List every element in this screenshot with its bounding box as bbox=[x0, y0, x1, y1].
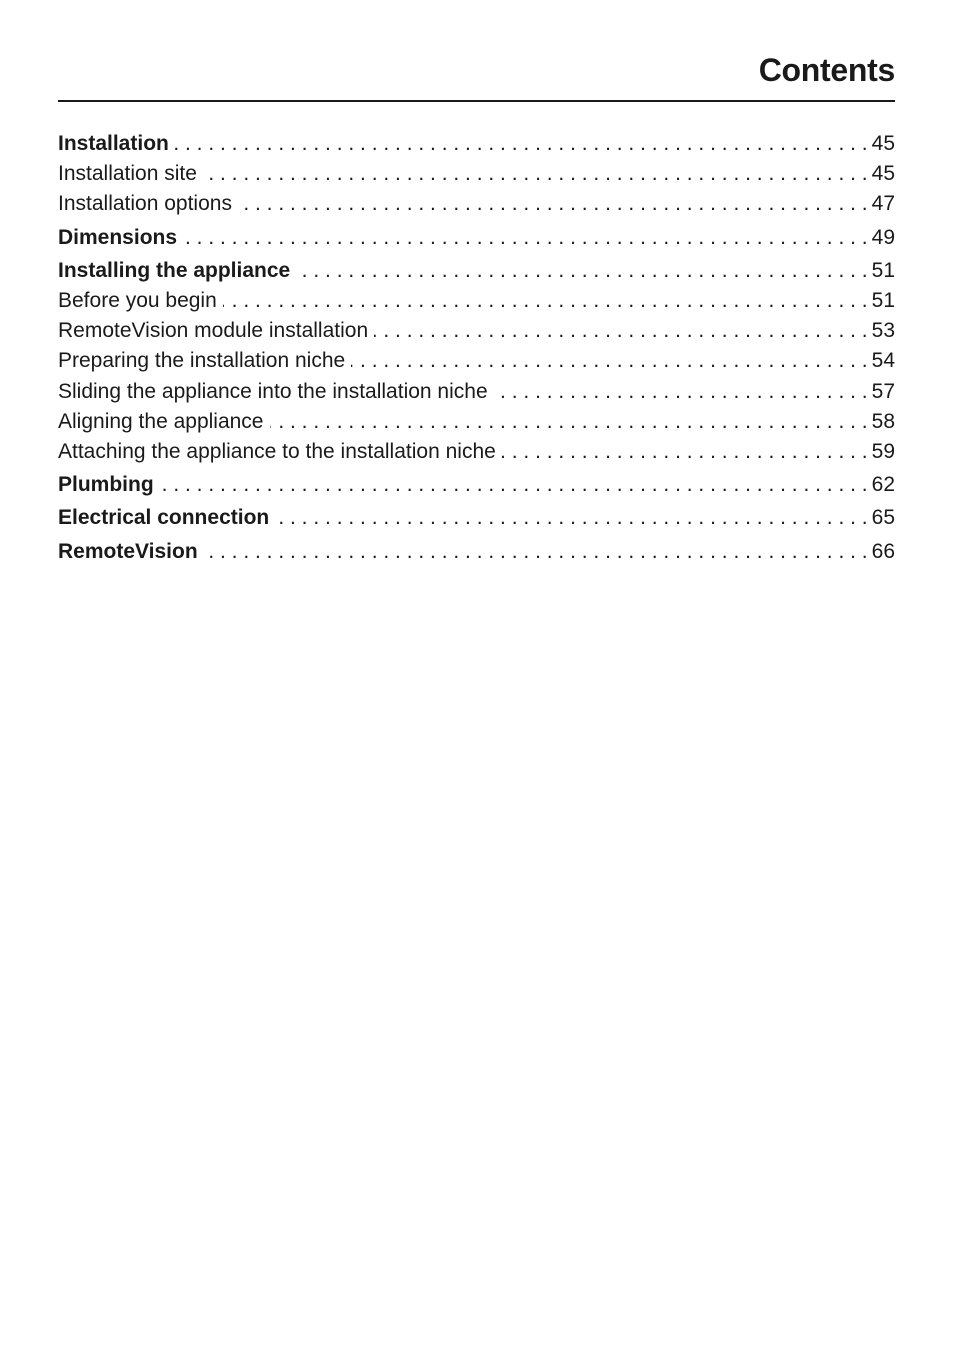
dot-leader bbox=[204, 537, 868, 567]
toc-entry-page: 51 bbox=[871, 289, 895, 313]
toc-entry-label: Installation site bbox=[58, 162, 197, 186]
toc-entry-attaching-the-appliance[interactable] bbox=[58, 437, 895, 467]
toc-entry-label: Preparing the installation niche bbox=[58, 349, 346, 373]
toc-entry-preparing-the-installation-niche[interactable] bbox=[58, 346, 895, 376]
toc-entry-label: Before you begin bbox=[58, 289, 217, 313]
toc-entry-page: 57 bbox=[871, 379, 895, 403]
toc-entry-electrical-connection[interactable] bbox=[58, 503, 895, 533]
dot-leader bbox=[183, 223, 868, 253]
toc-entry-page: 54 bbox=[871, 349, 895, 373]
toc-entry-installation-options[interactable] bbox=[58, 189, 895, 219]
toc-entry-dimensions[interactable] bbox=[58, 223, 895, 253]
toc-entry-label: Installation bbox=[58, 132, 169, 155]
toc-entry-page: 47 bbox=[871, 192, 895, 216]
toc-entry-label: RemoteVision module installation bbox=[58, 319, 369, 343]
toc-entry-page: 49 bbox=[871, 225, 895, 249]
dot-leader bbox=[494, 377, 868, 407]
toc-entry-page: 66 bbox=[871, 539, 895, 563]
toc-entry-label: Plumbing bbox=[58, 473, 154, 497]
toc-entry-page: 51 bbox=[871, 258, 895, 282]
toc-entry-page: 62 bbox=[871, 473, 895, 497]
toc-entry-label: Electrical connection bbox=[58, 506, 270, 530]
toc-entry-remotevision-module-installation[interactable] bbox=[58, 316, 895, 346]
toc-entry-plumbing[interactable] bbox=[58, 470, 895, 500]
toc-entry-installation[interactable] bbox=[58, 129, 895, 159]
toc-entry-label: Installing the appliance bbox=[58, 258, 291, 282]
dot-leader bbox=[374, 316, 868, 346]
toc-entry-installing-the-appliance[interactable] bbox=[58, 256, 895, 286]
toc-entry-label: Installation options bbox=[58, 192, 232, 216]
toc-entry-page: 45 bbox=[871, 132, 895, 155]
dot-leader bbox=[238, 189, 868, 219]
toc-entry-remotevision[interactable] bbox=[58, 537, 895, 567]
toc-entry-aligning-the-appliance[interactable] bbox=[58, 407, 895, 437]
toc-entry-installation-site[interactable] bbox=[58, 159, 895, 189]
toc-entry-before-you-begin[interactable] bbox=[58, 286, 895, 316]
dot-leader bbox=[502, 437, 868, 467]
toc-entry-page: 58 bbox=[871, 409, 895, 433]
dot-leader bbox=[270, 407, 868, 437]
toc-entry-label: RemoteVision bbox=[58, 539, 198, 563]
toc-entry-page: 65 bbox=[871, 506, 895, 530]
toc-entry-page: 59 bbox=[871, 440, 895, 464]
toc-entry-page: 45 bbox=[871, 162, 895, 186]
dot-leader bbox=[160, 470, 868, 500]
dot-leader bbox=[351, 346, 867, 376]
toc-entry-label: Dimensions bbox=[58, 225, 178, 249]
dot-leader bbox=[175, 129, 868, 159]
toc-entry-sliding-the-appliance[interactable] bbox=[58, 377, 895, 407]
dot-leader bbox=[275, 503, 867, 533]
title-divider bbox=[58, 100, 895, 102]
dot-leader bbox=[203, 159, 868, 189]
dot-leader bbox=[223, 286, 868, 316]
toc-entry-label: Attaching the appliance to the installation niche bbox=[58, 440, 496, 464]
toc-entry-page: 53 bbox=[871, 319, 895, 343]
toc-entry-label: Aligning the appliance bbox=[58, 409, 264, 433]
dot-leader bbox=[296, 256, 867, 286]
table-of-contents bbox=[58, 129, 895, 567]
page-title: Contents bbox=[758, 52, 895, 88]
toc-entry-label: Sliding the appliance into the installation niche bbox=[58, 379, 488, 403]
